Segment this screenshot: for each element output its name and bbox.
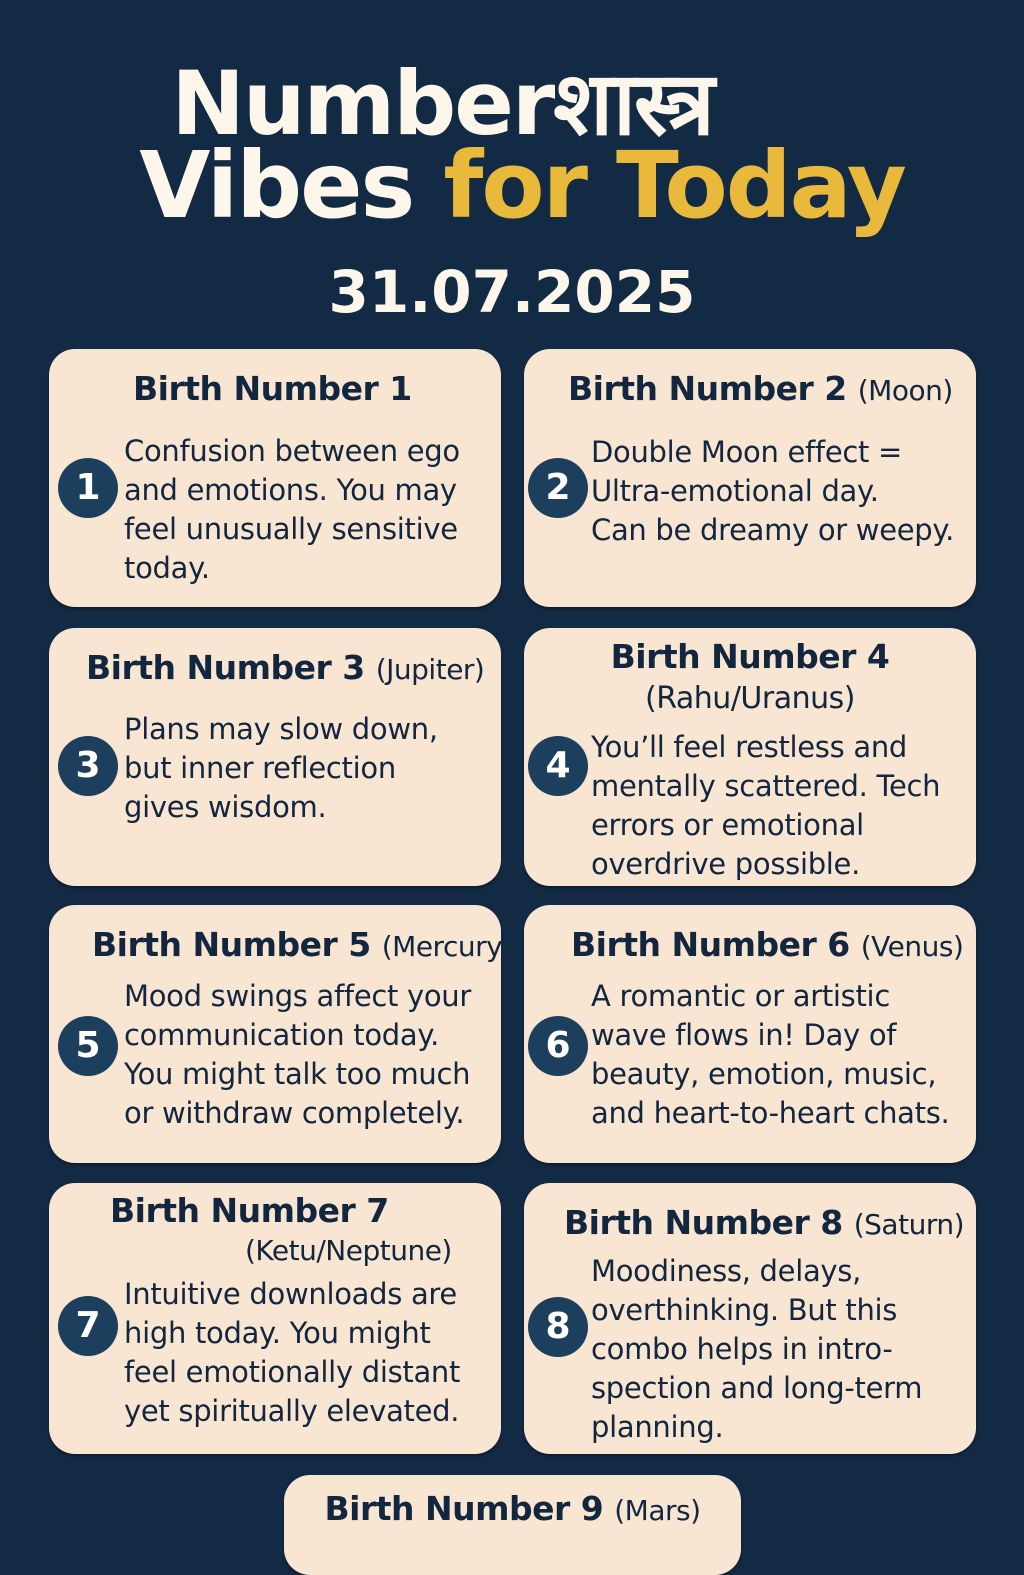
description-line: Can be dreamy or weepy. [591,513,955,547]
card-planet: (Mars) [614,1494,701,1527]
title-vibes: Vibes [139,132,414,239]
birth-number-card-3 [49,628,501,886]
birth-number-card-5 [49,905,501,1163]
description-line: high today. You might [124,1316,431,1350]
title-for-today: for Today [443,132,905,239]
card-description [591,728,940,884]
description-line: Intuitive downloads are [124,1277,457,1311]
card-title: Birth Number 6 [571,925,850,964]
birth-number-card-7 [49,1183,501,1454]
number-badge: 5 [58,1016,118,1076]
number-badge: 7 [58,1296,118,1356]
description-line: but inner reflection [124,751,396,785]
title-line-2 [0,132,1024,239]
description-line: Plans may slow down, [124,712,438,746]
card-planet: (Rahu/Uranus) [645,681,855,716]
card-planet: (Saturn) [853,1208,965,1241]
description-line: Moodiness, delays, [591,1254,862,1288]
description-line: Ultra-emotional day. [591,474,879,508]
birth-number-card-4 [524,628,976,886]
number-badge: 8 [528,1297,588,1357]
card-heading [568,369,953,408]
description-line: communication today. [124,1018,440,1052]
number-badge: 3 [58,736,118,796]
card-heading [86,648,484,687]
birth-number-card-9 [284,1475,741,1575]
card-title: Birth Number 4 [610,637,890,676]
description-line: yet spiritually elevated. [124,1394,460,1428]
description-line: combo helps in intro- [591,1332,893,1366]
birth-number-card-2 [524,349,976,607]
card-description [124,1275,460,1431]
card-description [124,977,471,1133]
birth-number-card-8 [524,1183,976,1454]
card-planet: (Ketu/Neptune) [245,1234,452,1267]
description-line: A romantic or artistic [591,979,890,1013]
description-line: spection and long-term [591,1371,923,1405]
description-line: beauty, emotion, music, [591,1057,937,1091]
card-heading [564,1203,964,1242]
description-line: errors or emotional [591,808,864,842]
card-description [591,1252,922,1447]
description-line: Confusion between ego [124,434,460,468]
card-title: Birth Number 8 [564,1203,843,1242]
title-line-1: Numberशास्त्र [171,52,713,155]
card-heading [284,1489,741,1528]
description-line: gives wisdom. [124,790,327,824]
description-line: and heart-to-heart chats. [591,1096,950,1130]
card-description [124,432,460,588]
description-line: wave flows in! Day of [591,1018,897,1052]
card-title: Birth Number 2 [568,369,847,408]
description-line: overthinking. But this [591,1293,898,1327]
date: 31.07.2025 [328,258,696,326]
card-description [124,710,438,827]
number-badge: 6 [528,1016,588,1076]
birth-number-card-1 [49,349,501,607]
card-description [591,977,949,1133]
card-planet: (Venus) [860,930,964,963]
description-line: mentally scattered. Tech [591,769,941,803]
card-title: Birth Number 7 [110,1191,389,1230]
description-line: planning. [591,1410,724,1444]
description-line: today. [124,551,210,585]
card-title: Birth Number 1 [133,369,412,408]
card-title: Birth Number 3 [86,648,365,687]
card-heading [133,369,412,408]
card-planet: (Moon) [857,374,953,407]
card-heading [524,636,976,720]
description-line: overdrive possible. [591,847,861,881]
birth-number-card-6 [524,905,976,1163]
description-line: Mood swings affect your [124,979,472,1013]
card-description [591,433,954,550]
description-line: Double Moon effect = [591,435,903,469]
card-title: Birth Number 9 [324,1489,604,1528]
card-heading [110,1191,452,1271]
description-line: feel emotionally distant [124,1355,461,1389]
card-planet: (Mercury [381,930,503,963]
description-line: You might talk too much [124,1057,471,1091]
card-heading [92,925,502,964]
number-badge: 1 [58,458,118,518]
description-line: You’ll feel restless and [591,730,908,764]
card-title: Birth Number 5 [92,925,371,964]
description-line: or withdraw completely. [124,1096,465,1130]
card-heading [571,925,963,964]
card-planet: (Jupiter) [375,653,485,686]
number-badge: 2 [528,458,588,518]
description-line: and emotions. You may [124,473,457,507]
description-line: feel unusually sensitive [124,512,458,546]
number-badge: 4 [528,736,588,796]
